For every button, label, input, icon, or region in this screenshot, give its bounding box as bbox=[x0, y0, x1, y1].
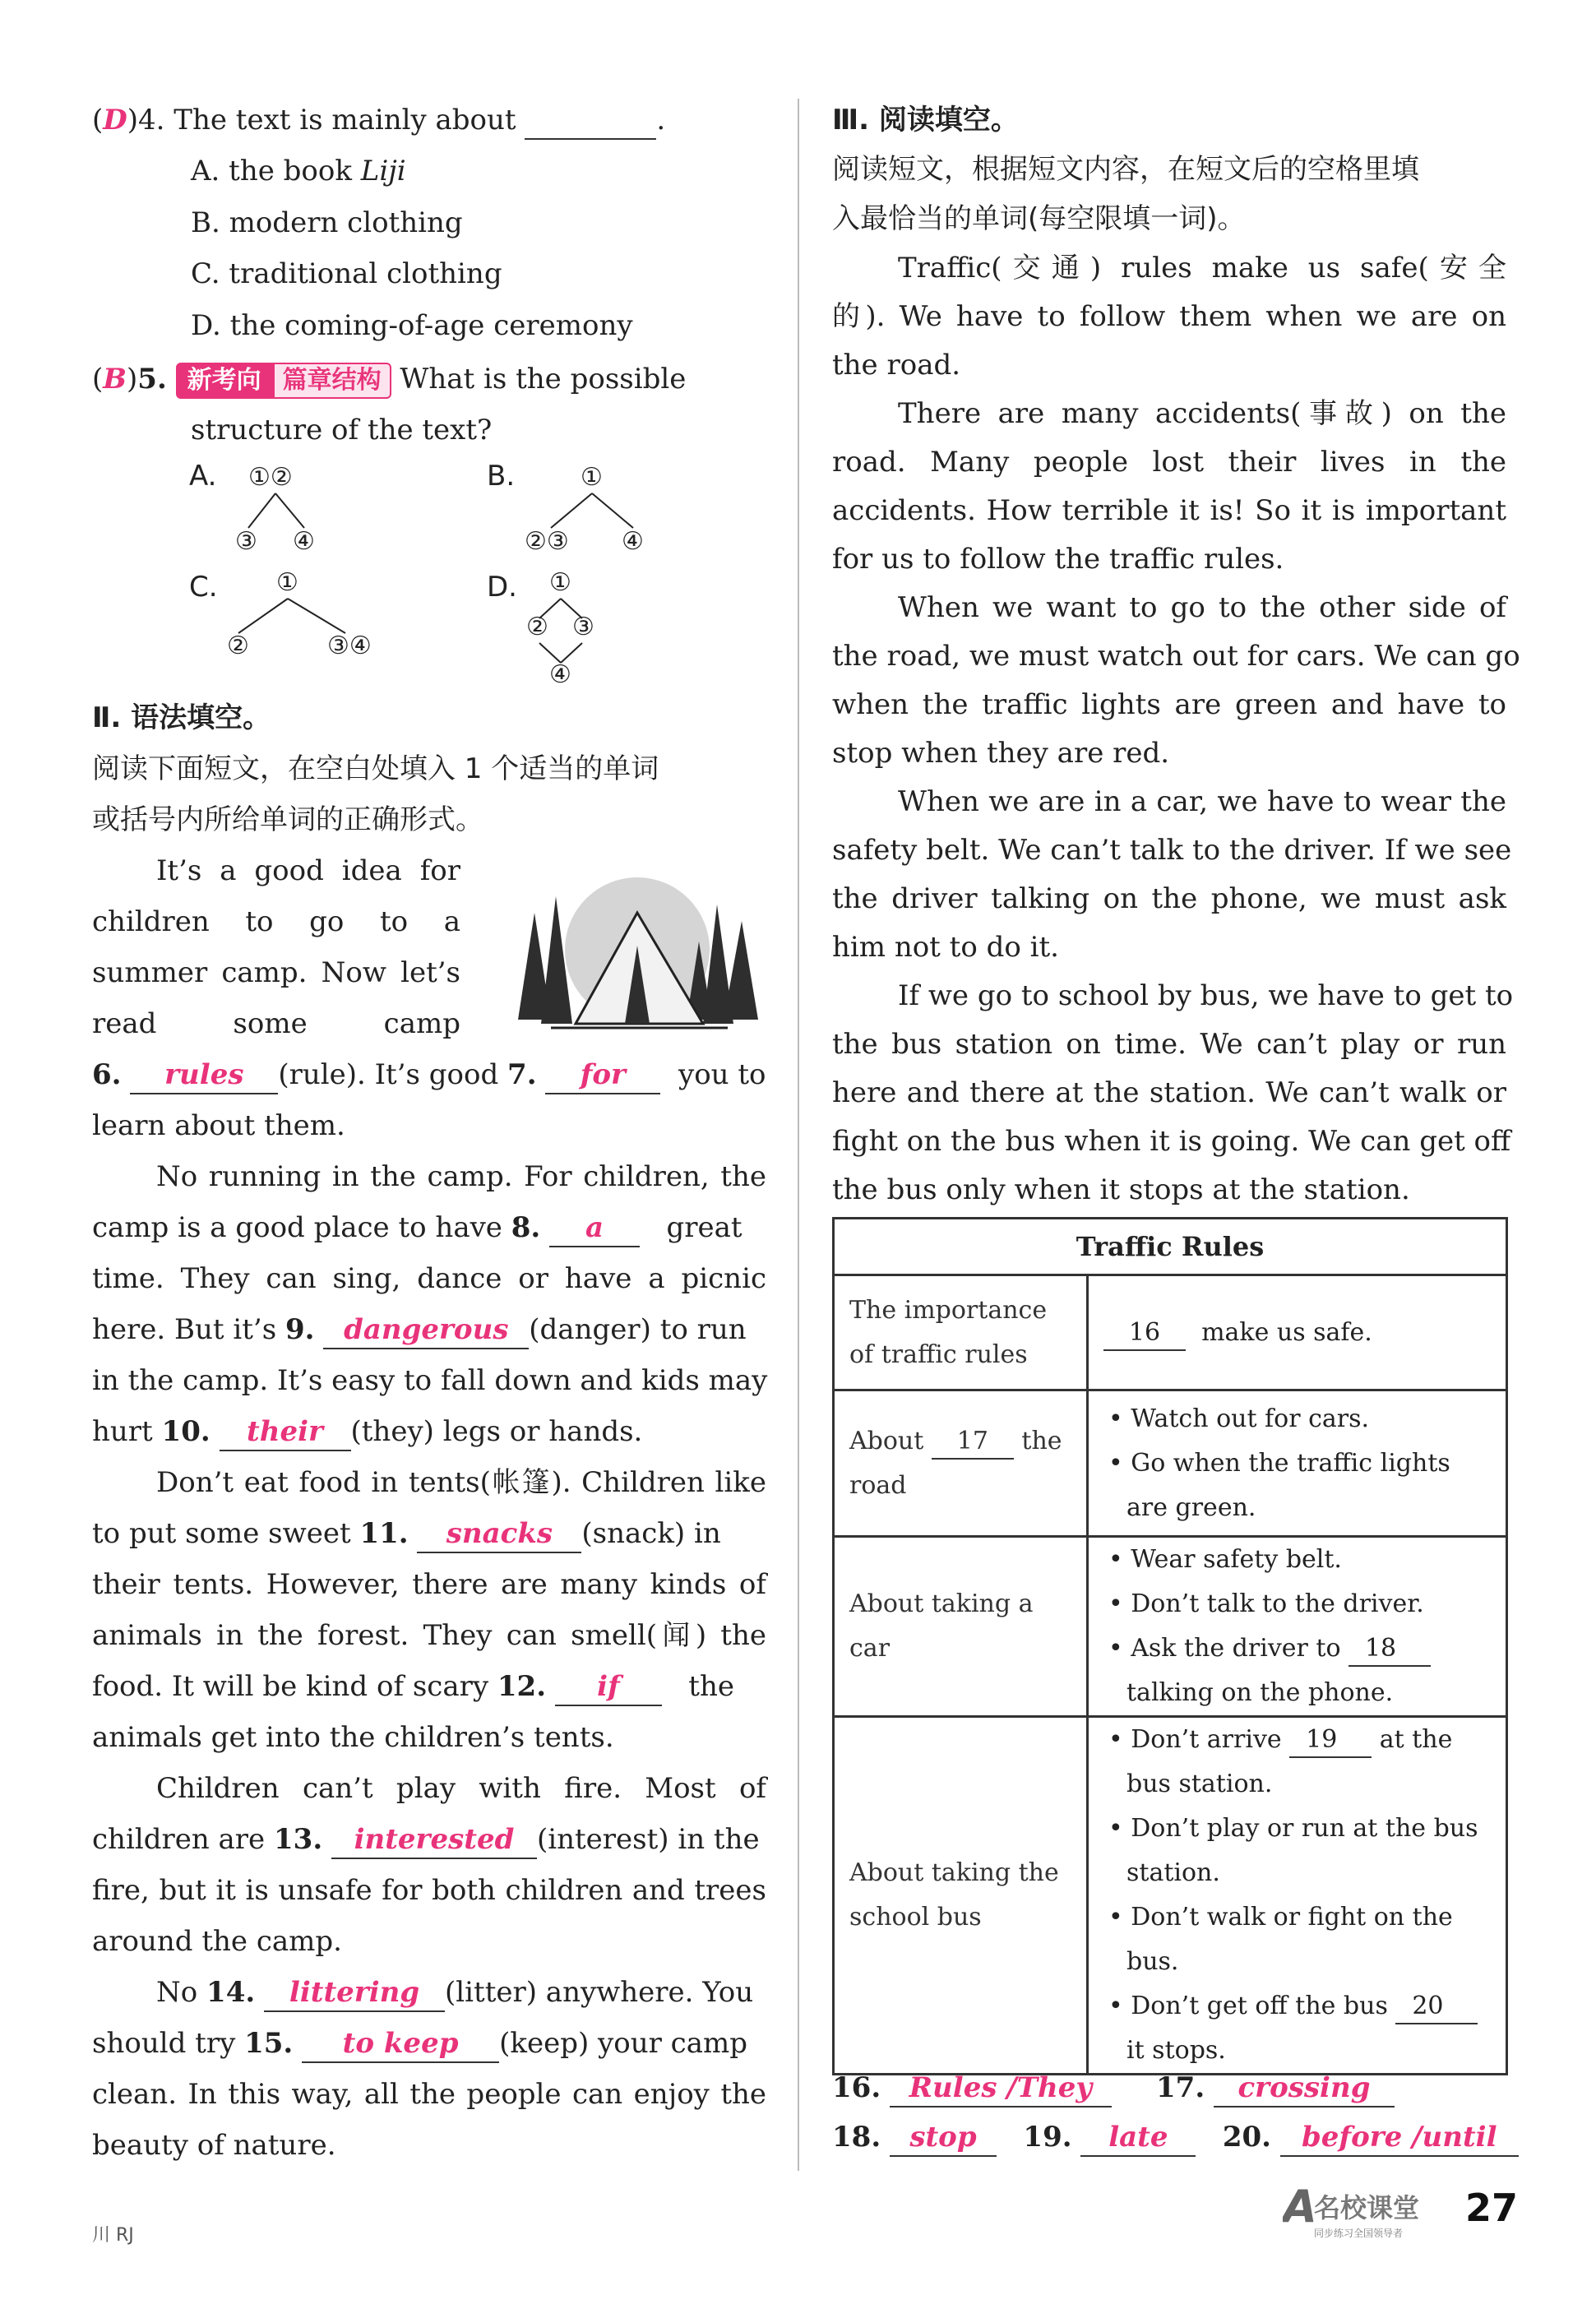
option-d: D. the coming-of-age ceremony bbox=[191, 309, 633, 342]
table-cell-label: About taking a car bbox=[834, 1537, 1088, 1717]
passage-line: here. But it’s 9. dangerous (danger) to run bbox=[92, 1304, 747, 1355]
table-cell-label: About 17 the road bbox=[834, 1390, 1088, 1537]
option-label-d: D. bbox=[487, 571, 517, 604]
section-2-instruction-1: 阅读下面短文，在空白处填入 1 个适当的单词 bbox=[92, 752, 659, 785]
passage-line: camp is a good place to have 8. a great bbox=[92, 1202, 742, 1253]
answer-7: for bbox=[545, 1057, 660, 1094]
reading-line: him not to do it. bbox=[832, 931, 1059, 964]
question-4: (D)4. The text is mainly about . bbox=[92, 95, 665, 146]
question-5: (B)5. 新考向 篇章结构 What is the possible bbox=[92, 354, 686, 405]
passage-line: Don’t eat food in tents(帐篷). Children like bbox=[156, 1466, 766, 1499]
option-b: B. modern clothing bbox=[191, 206, 463, 239]
tag-structure: 篇章结构 bbox=[273, 363, 391, 399]
reading-line: fight on the bus when it is going. We can get off bbox=[832, 1125, 1511, 1158]
reading-line: road. Many people lost their lives in the bbox=[832, 446, 1506, 479]
reading-line: When we are in a car, we have to wear the bbox=[898, 785, 1506, 818]
passage-line: read some camp bbox=[92, 1007, 460, 1040]
passage-line: No 14. littering (litter) anywhere. You bbox=[156, 1967, 753, 2018]
diagram-d-bottom: ④ bbox=[549, 660, 571, 689]
passage-line: It’s a good idea for bbox=[156, 854, 460, 887]
svg-text:A: A bbox=[1283, 2181, 1317, 2232]
passage-line: food. It will be kind of scary 12. if the bbox=[92, 1661, 734, 1712]
logo-text: 名校课堂 bbox=[1314, 2192, 1420, 2223]
question-5-stem-2: structure of the text? bbox=[191, 414, 493, 446]
passage-line: to put some sweet 11. snacks (snack) in bbox=[92, 1508, 721, 1559]
diagram-a-right: ④ bbox=[293, 527, 315, 556]
answer-12: if bbox=[555, 1668, 662, 1706]
reading-line: stop when they are red. bbox=[832, 737, 1170, 770]
answer-4: D bbox=[103, 104, 127, 136]
reading-line: the road. bbox=[832, 349, 961, 382]
answers-line-1: 16. Rules /They 17. crossing bbox=[832, 2062, 1395, 2113]
table-cell-label: The importance of traffic rules bbox=[834, 1275, 1088, 1390]
section-2-instruction-2: 或括号内所给单词的正确形式。 bbox=[92, 803, 483, 836]
edition-mark: 川 RJ bbox=[92, 2225, 134, 2246]
answer-10: their bbox=[220, 1413, 351, 1451]
passage-line: clean. In this way, all the people can enjoy the bbox=[92, 2078, 766, 2111]
passage-line: animals get into the children’s tents. bbox=[92, 1721, 614, 1754]
logo-subtext: 同步练习全国领导者 bbox=[1314, 2228, 1404, 2239]
traffic-rules-table bbox=[832, 1217, 1508, 2075]
passage-line: hurt 10. their (they) legs or hands. bbox=[92, 1406, 642, 1457]
passage-line: in the camp. It’s easy to fall down and kids may bbox=[92, 1364, 768, 1397]
passage-line: animals in the forest. They can smell(闻) the bbox=[92, 1619, 766, 1652]
section-3-instruction-1: 阅读短文，根据短文内容，在短文后的空格里填 bbox=[832, 153, 1419, 186]
reading-line: here and there at the station. We can’t walk or bbox=[832, 1076, 1506, 1109]
tag-new-direction: 新考向 bbox=[176, 363, 273, 399]
column-divider bbox=[798, 99, 799, 2171]
answer-11: snacks bbox=[417, 1515, 581, 1553]
table-cell: • Watch out for cars. • Go when the traffic lights are green. bbox=[1088, 1390, 1507, 1537]
section-3-instruction-2: 入最恰当的单词(每空限填一词)。 bbox=[832, 202, 1246, 235]
reading-line: When we want to go to the other side of bbox=[898, 591, 1506, 624]
question-number: 4. bbox=[138, 104, 165, 136]
table-title: Traffic Rules bbox=[834, 1219, 1507, 1275]
reading-line: the road, we must watch out for cars. We can go bbox=[832, 640, 1520, 673]
diagram-b-left: ②③ bbox=[525, 527, 569, 556]
passage-line: beauty of nature. bbox=[92, 2129, 336, 2162]
table-cell: • Wear safety belt. • Don’t talk to the driver. • Ask the driver to 18 talking on the phone. bbox=[1088, 1537, 1507, 1717]
answer-blank bbox=[525, 102, 656, 140]
diagram-c-top: ① bbox=[276, 568, 298, 597]
section-3-title: Ⅲ. 阅读填空。 bbox=[832, 104, 1019, 136]
table-row bbox=[834, 1537, 1507, 1717]
passage-line: time. They can sing, dance or have a picnic bbox=[92, 1262, 766, 1295]
answer-8: a bbox=[549, 1210, 640, 1247]
passage-line: children to go to a bbox=[92, 905, 460, 938]
question-stem: The text is mainly about bbox=[173, 104, 516, 136]
option-label-c: C. bbox=[189, 571, 218, 604]
answer-6: rules bbox=[130, 1057, 278, 1094]
option-label-a: A. bbox=[189, 460, 217, 493]
camp-tent-image bbox=[502, 863, 765, 1053]
reading-line: the bus only when it stops at the station. bbox=[832, 1173, 1410, 1206]
diagram-d-top: ① bbox=[549, 568, 571, 597]
passage-line: should try 15. to keep (keep) your camp bbox=[92, 2018, 747, 2069]
reading-line: Traffic(交通) rules make us safe(安全 bbox=[898, 252, 1506, 285]
answer-17: crossing bbox=[1214, 2070, 1395, 2107]
structure-diagrams bbox=[189, 460, 682, 691]
passage-line-6: 6. rules (rule). It’s good 7. for you to bbox=[92, 1049, 766, 1100]
table-cell-label: About taking the school bus bbox=[834, 1717, 1088, 2075]
diagram-b-right: ④ bbox=[622, 527, 644, 556]
reading-line: If we go to school by bus, we have to get to bbox=[898, 979, 1514, 1012]
reading-line: for us to follow the traffic rules. bbox=[832, 543, 1284, 576]
answers-line-2: 18. stop 19. late 20. before /until bbox=[832, 2112, 1519, 2163]
diagram-d-right: ③ bbox=[572, 613, 594, 641]
diagram-c-left: ② bbox=[227, 632, 249, 660]
page-number: 27 bbox=[1465, 2186, 1519, 2230]
passage-line: No running in the camp. For children, the bbox=[156, 1160, 766, 1193]
reading-line: There are many accidents(事故) on the bbox=[898, 397, 1506, 430]
answer-18: stop bbox=[890, 2119, 997, 2157]
table-cell: • Don’t arrive 19 at the bus station. • Don’t play or run at the bus station. • Don’t walk or fight on the bus. • Don’t get off the bus 20 it stops. bbox=[1088, 1717, 1507, 2075]
answer-15: to keep bbox=[302, 2025, 499, 2063]
passage-line: fire, but it is unsafe for both children and trees bbox=[92, 1874, 766, 1907]
table-cell: 16 make us safe. bbox=[1088, 1275, 1507, 1390]
reading-line: accidents. How terrible it is! So it is important bbox=[832, 494, 1506, 527]
option-a: A. the book Liji bbox=[191, 155, 406, 187]
passage-line: children are 13. interested (interest) in the bbox=[92, 1814, 760, 1865]
answer-16: Rules /They bbox=[890, 2070, 1112, 2107]
section-2-title: Ⅱ. 语法填空。 bbox=[92, 701, 271, 734]
brand-logo bbox=[1283, 2179, 1447, 2245]
reading-line: safety belt. We can’t talk to the driver. If we see bbox=[832, 834, 1512, 867]
passage-line: around the camp. bbox=[92, 1925, 342, 1958]
option-c: C. traditional clothing bbox=[191, 257, 502, 290]
answer-9: dangerous bbox=[323, 1312, 529, 1349]
table-row bbox=[834, 1717, 1507, 2075]
passage-line: learn about them. bbox=[92, 1109, 345, 1142]
option-label-b: B. bbox=[487, 460, 516, 493]
diagram-a-left: ③ bbox=[235, 527, 257, 556]
passage-line: summer camp. Now let’s bbox=[92, 956, 460, 989]
answer-5: B bbox=[103, 363, 127, 396]
passage-line: their tents. However, there are many kinds of bbox=[92, 1568, 766, 1601]
answer-13: interested bbox=[331, 1821, 537, 1859]
table-row bbox=[834, 1390, 1507, 1537]
reading-line: 的). We have to follow them when we are on bbox=[832, 300, 1506, 333]
answer-14: littering bbox=[264, 1974, 445, 2012]
reading-line: the bus station on time. We can’t play or run bbox=[832, 1028, 1506, 1061]
diagram-c-right: ③④ bbox=[327, 632, 372, 660]
reading-line: when the traffic lights are green and have to bbox=[832, 688, 1506, 721]
passage-line: Children can’t play with fire. Most of bbox=[156, 1772, 766, 1805]
answer-20: before /until bbox=[1280, 2119, 1519, 2157]
reading-line: the driver talking on the phone, we must ask bbox=[832, 882, 1506, 915]
answer-19: late bbox=[1080, 2119, 1196, 2157]
diagram-d-left: ② bbox=[526, 613, 548, 641]
diagram-a-top: ①② bbox=[248, 463, 293, 492]
table-row bbox=[834, 1275, 1507, 1390]
diagram-b-top: ① bbox=[581, 463, 603, 492]
